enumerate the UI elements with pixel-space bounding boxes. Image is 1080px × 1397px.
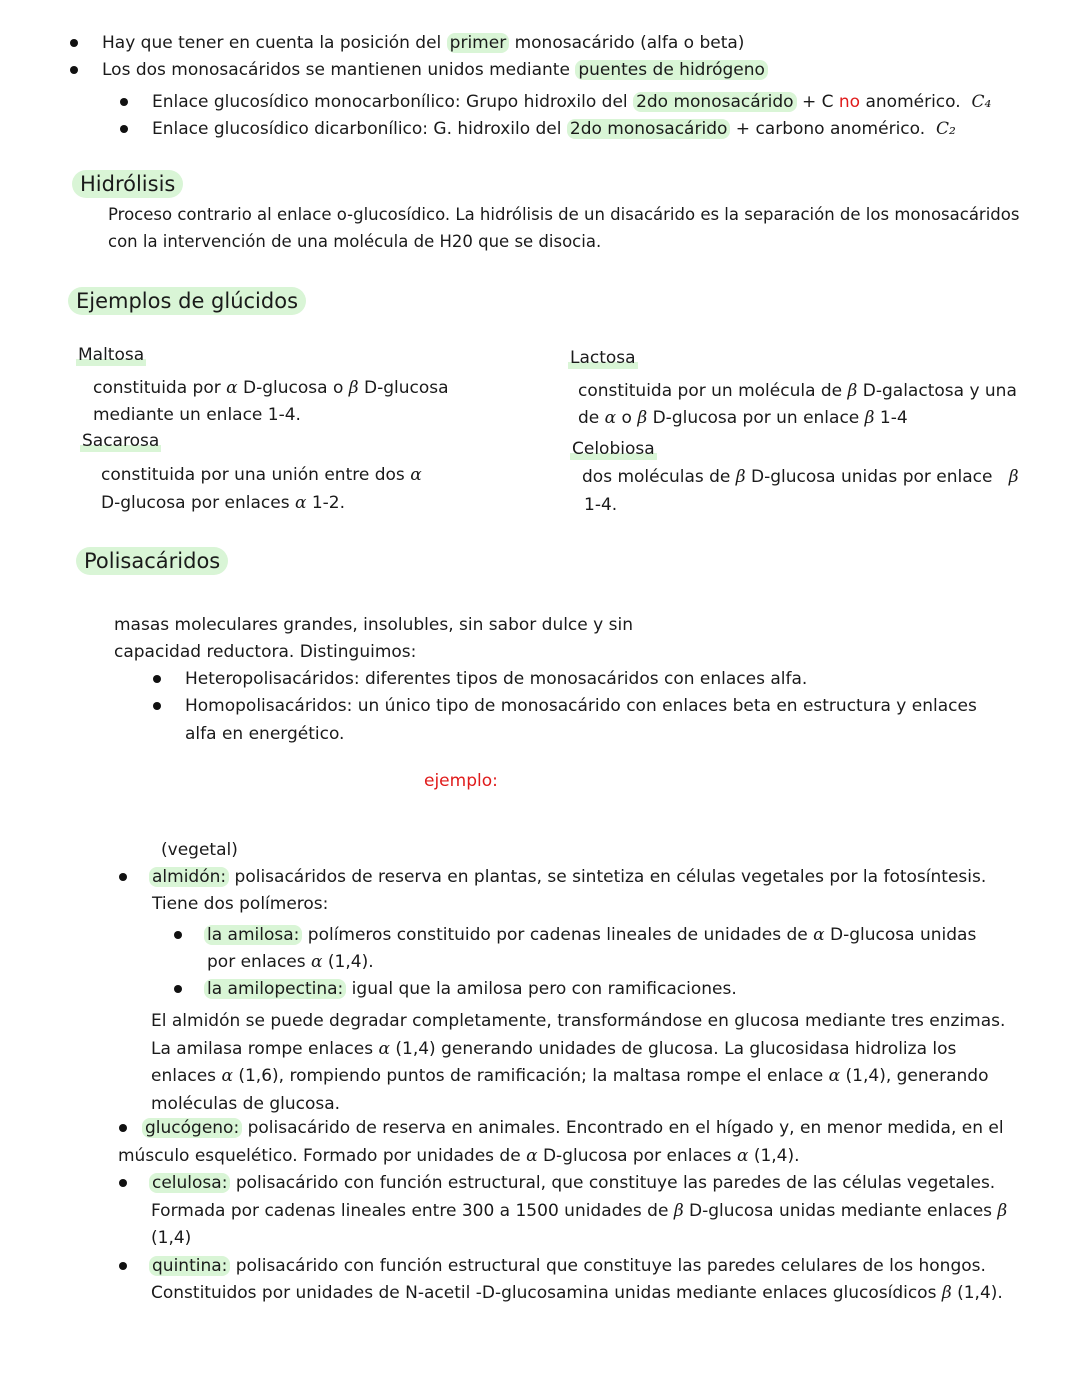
text: polisacárido de reserva en animales. Encontrado en el hígado y, en menor medida, en el	[242, 1118, 1004, 1138]
celobiosa-line-2: 1-4.	[584, 495, 618, 515]
alpha-symbol: α	[294, 493, 307, 513]
alpha-symbol: α	[221, 1066, 233, 1086]
beta-symbol: β	[941, 1283, 952, 1303]
maltosa-line-2: mediante un enlace 1-4.	[93, 405, 301, 425]
beta-symbol: β	[348, 378, 359, 398]
text: D-glucosa o	[237, 378, 349, 398]
text: polisacárido con función estructural que constituye las paredes celulares de los hongos.	[230, 1256, 986, 1276]
alpha-symbol: α	[604, 408, 617, 428]
text: constituida por un molécula de	[578, 381, 848, 401]
handwritten-note: C₄	[971, 92, 992, 112]
amilopectina-line	[204, 978, 737, 1000]
highlight: la amilopectina:	[204, 979, 346, 999]
bullet-dot	[119, 873, 127, 881]
alpha-symbol: α	[378, 1039, 390, 1059]
quintina-line-2	[151, 1282, 1003, 1304]
text: Formada por cadenas lineales entre 300 a 1500 unidades de	[151, 1201, 674, 1221]
text: (1,4) generando unidades de glucosa. La glucosidasa hidroliza los	[389, 1039, 957, 1059]
text: monosacárido (alfa o beta)	[509, 33, 745, 53]
text: D-glucosa unidas	[824, 925, 977, 945]
lactosa-line-1	[578, 380, 1017, 402]
alpha-symbol: α	[736, 1146, 749, 1166]
beta-symbol: β	[1008, 467, 1019, 487]
amilosa-line-1	[204, 924, 976, 946]
text: D-glucosa	[358, 378, 449, 398]
heading-polisacaridos: Polisacáridos	[76, 547, 228, 575]
beta-symbol: β	[847, 381, 858, 401]
text: constituida por una unión entre dos	[101, 465, 411, 485]
beta-symbol: β	[637, 408, 648, 428]
bullet-puentes	[102, 59, 768, 81]
text: (1,4).	[322, 952, 374, 972]
text: enlaces	[151, 1066, 222, 1086]
text: D-glucosa unidas mediante enlaces	[683, 1201, 998, 1221]
text: polisacáridos de reserva en plantas, se sintetiza en células vegetales por la fotosíntesis.	[229, 867, 987, 887]
beta-symbol: β	[864, 408, 875, 428]
celobiosa-title: Celobiosa	[572, 439, 655, 459]
almidon-line-2: Tiene dos polímeros:	[152, 894, 329, 914]
maltosa-title: Maltosa	[78, 345, 145, 365]
bullet-dot	[70, 66, 78, 74]
alpha-symbol: α	[410, 465, 422, 485]
bullet-dot	[70, 39, 78, 47]
text: o	[616, 408, 638, 428]
bullet-dot	[119, 1179, 127, 1187]
almidon-paragraph-2	[151, 1038, 956, 1060]
heading-hidrolisis: Hidrólisis	[72, 170, 183, 198]
bullet-dot	[174, 931, 182, 939]
bullet-dot	[153, 675, 161, 683]
text: 1-2.	[306, 493, 346, 513]
highlight: la amilosa:	[204, 925, 302, 945]
alpha-symbol: α	[526, 1146, 538, 1166]
glucogeno-line-1	[142, 1117, 1004, 1139]
enlace-monocarbonilico	[152, 91, 991, 113]
text: Hay que tener en cuenta la posición del	[102, 33, 447, 53]
beta-symbol: β	[997, 1201, 1008, 1221]
bullet-dot	[119, 1262, 127, 1270]
text: D-glucosa por un enlace	[647, 408, 865, 428]
lactosa-line-2	[578, 407, 908, 429]
amilosa-line-2	[207, 951, 374, 973]
handwritten-note: C₂	[935, 119, 956, 139]
text: (1,4).	[951, 1283, 1003, 1303]
text: Los dos monosacáridos se mantienen unidos mediante	[102, 60, 576, 80]
highlight: almidón:	[149, 867, 229, 887]
quintina-line-1	[149, 1255, 986, 1277]
highlight: glucógeno:	[142, 1118, 242, 1138]
heteropolisacaridos: Heteropolisacáridos: diferentes tipos de monosacáridos con enlaces alfa.	[185, 669, 808, 689]
highlight: quintina:	[149, 1256, 230, 1276]
celulosa-line-2	[151, 1200, 1007, 1222]
sacarosa-line-1	[101, 464, 422, 486]
text: 1-4	[874, 408, 908, 428]
bullet-dot	[119, 1124, 127, 1132]
celulosa-line-3: (1,4)	[151, 1228, 192, 1248]
text: dos moléculas de	[582, 467, 736, 487]
polisacaridos-intro-2: capacidad reductora. Distinguimos:	[114, 642, 417, 662]
text: polisacárido con función estructural, que constituye las paredes de las células vegetales.	[230, 1173, 996, 1193]
bullet-dot	[153, 702, 161, 710]
text: Enlace glucosídico dicarbonílico: G. hidroxilo del	[152, 119, 567, 139]
text: Enlace glucosídico monocarbonílico: Grupo hidroxilo del	[152, 92, 634, 112]
enlace-dicarbonilico	[152, 118, 956, 140]
lactosa-title: Lactosa	[570, 348, 636, 368]
text: músculo esquelético. Formado por unidades de	[118, 1146, 527, 1166]
sacarosa-line-2	[101, 492, 345, 514]
text: D-glucosa por enlaces	[101, 493, 295, 513]
text: (1,4), generando	[840, 1066, 989, 1086]
highlight: 2do monosacárido	[633, 92, 797, 112]
polisacaridos-intro-1: masas moleculares grandes, insolubles, sin sabor dulce y sin	[114, 615, 633, 635]
text: (1,4).	[748, 1146, 800, 1166]
vegetal-label: (vegetal)	[161, 840, 238, 860]
maltosa-line-1	[93, 377, 449, 399]
beta-symbol: β	[673, 1201, 684, 1221]
ejemplo-label: ejemplo:	[424, 771, 498, 791]
text: D-glucosa unidas por enlace	[745, 467, 998, 487]
text: La amilasa rompe enlaces	[151, 1039, 379, 1059]
almidon-line-1	[149, 866, 986, 888]
alpha-symbol: α	[311, 952, 323, 972]
text: anomérico.	[860, 92, 961, 112]
alpha-symbol: α	[226, 378, 238, 398]
highlight: primer	[447, 33, 510, 53]
sacarosa-title: Sacarosa	[82, 431, 160, 451]
text: Constituidos por unidades de N-acetil -D-glucosamina unidas mediante enlaces glucosídicos	[151, 1283, 942, 1303]
red-text: no	[838, 92, 861, 112]
beta-symbol: β	[735, 467, 746, 487]
bullet-dot	[120, 98, 128, 106]
heading-ejemplos: Ejemplos de glúcidos	[68, 287, 306, 315]
text: polímeros constituido por cadenas lineales de unidades de	[302, 925, 814, 945]
celulosa-line-1	[149, 1172, 995, 1194]
text: (1,6), rompiendo puntos de ramificación; la maltasa rompe el enlace	[232, 1066, 829, 1086]
text: D-glucosa por enlaces	[537, 1146, 737, 1166]
text: igual que la amilosa pero con ramificaciones.	[346, 979, 737, 999]
text: D-galactosa y una	[857, 381, 1017, 401]
homopolisacaridos-1: Homopolisacáridos: un único tipo de monosacárido con enlaces beta en estructura y enlaces	[185, 696, 977, 716]
glucogeno-line-2	[118, 1145, 800, 1167]
text: constituida por	[93, 378, 227, 398]
hidrolisis-line-2: con la intervención de una molécula de H20 que se disocia.	[108, 232, 602, 251]
almidon-paragraph-4: moléculas de glucosa.	[151, 1094, 341, 1114]
almidon-paragraph-1: El almidón se puede degradar completamente, transformándose en glucosa mediante tres enzimas.	[151, 1011, 1006, 1031]
text: + C	[796, 92, 839, 112]
bullet-dot	[174, 985, 182, 993]
highlight: 2do monosacárido	[567, 119, 731, 139]
bullet-dot	[120, 125, 128, 133]
almidon-paragraph-3	[151, 1065, 989, 1087]
bullet-primer	[102, 32, 744, 54]
hidrolisis-line-1: Proceso contrario al enlace o-glucosídico. La hidrólisis de un disacárido es la separación de los monosacáridos	[108, 205, 1020, 224]
highlight: celulosa:	[149, 1173, 230, 1193]
text: por enlaces	[207, 952, 312, 972]
celobiosa-line-1	[582, 466, 1019, 488]
alpha-symbol: α	[813, 925, 825, 945]
alpha-symbol: α	[828, 1066, 841, 1086]
text: de	[578, 408, 605, 428]
highlight: puentes de hidrógeno	[575, 60, 768, 80]
homopolisacaridos-2: alfa en energético.	[185, 724, 345, 744]
text: + carbono anomérico.	[730, 119, 926, 139]
